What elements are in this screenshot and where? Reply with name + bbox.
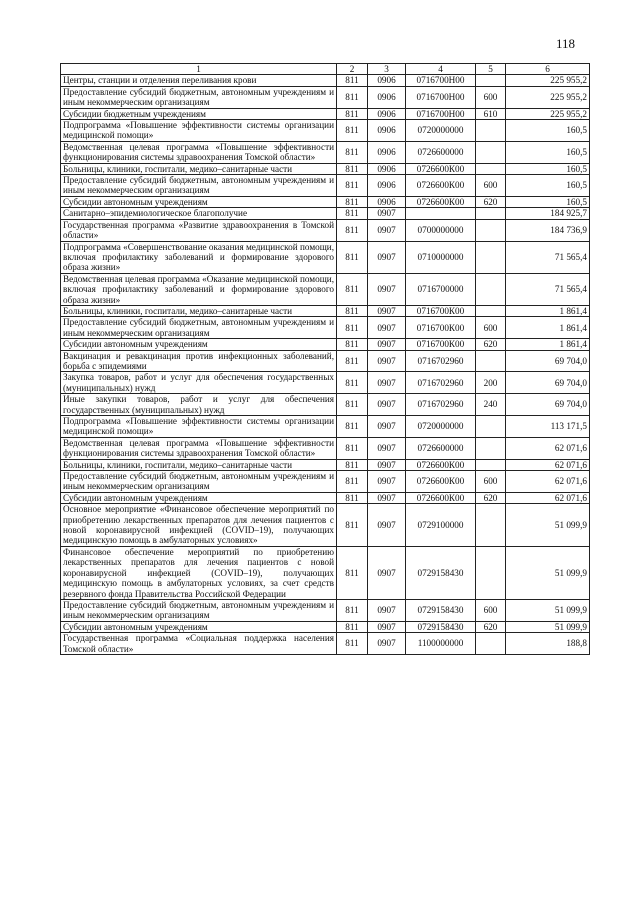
ved-cell: 811 — [337, 219, 368, 241]
csr-cell: 0716700Н00 — [406, 108, 476, 119]
csr-cell: 0726600К00 — [406, 459, 476, 470]
table-row — [61, 219, 590, 241]
vr-cell: 620 — [476, 492, 506, 503]
vr-cell — [476, 75, 506, 86]
csr-cell: 0726600000 — [406, 141, 476, 163]
ved-cell: 811 — [337, 459, 368, 470]
table-row — [61, 459, 590, 470]
ved-cell: 811 — [337, 86, 368, 108]
csr-cell: 0716702960 — [406, 372, 476, 394]
ved-cell: 811 — [337, 75, 368, 86]
ved-cell: 811 — [337, 175, 368, 197]
row-name-cell: Подпрограмма «Повышение эффективности системы организации медицинской помощи» — [61, 120, 337, 142]
row-name-cell: Государственная программа «Социальная поддержка населения Томской области» — [61, 633, 337, 655]
row-name-cell: Подпрограмма «Повышение эффективности системы организации медицинской помощи» — [61, 416, 337, 438]
sum-cell: 51 099,9 — [506, 504, 590, 547]
sum-cell: 69 704,0 — [506, 372, 590, 394]
table-row — [61, 317, 590, 339]
rz-cell: 0907 — [368, 621, 406, 632]
ved-cell: 811 — [337, 621, 368, 632]
ved-cell: 811 — [337, 163, 368, 174]
ved-cell: 811 — [337, 305, 368, 316]
header-cell: 3 — [368, 64, 406, 75]
row-name-cell: Центры, станции и отделения переливания крови — [61, 75, 337, 86]
table-row — [61, 163, 590, 174]
table-row — [61, 175, 590, 197]
table-row — [61, 372, 590, 394]
sum-cell: 160,5 — [506, 175, 590, 197]
row-name-cell: Предоставление субсидий бюджетным, автономным учреждениям и иным некоммерческим организациям — [61, 317, 337, 339]
row-name-cell: Предоставление субсидий бюджетным, автономным учреждениям и иным некоммерческим организациям — [61, 86, 337, 108]
row-name-cell: Больницы, клиники, госпитали, медико–санитарные части — [61, 305, 337, 316]
vr-cell — [476, 120, 506, 142]
csr-cell: 0729100000 — [406, 504, 476, 547]
table-row — [61, 339, 590, 350]
sum-cell: 160,5 — [506, 163, 590, 174]
table-row — [61, 196, 590, 207]
table-row — [61, 394, 590, 416]
table-row — [61, 141, 590, 163]
ved-cell: 811 — [337, 372, 368, 394]
sum-cell: 160,5 — [506, 196, 590, 207]
sum-cell: 69 704,0 — [506, 394, 590, 416]
row-name-cell: Финансовое обеспечение мероприятий по приобретению лекарственных препаратов для лечения пациентов с новой коронавирусной инфекцией (COVID–19), получающих медицинскую помощь в амбулаторных условиях, за счет средств резервного фонда Правительства Российской Федерации — [61, 546, 337, 599]
header-cell: 4 — [406, 64, 476, 75]
row-name-cell: Предоставление субсидий бюджетным, автономным учреждениям и иным некоммерческим организациям — [61, 599, 337, 621]
csr-cell — [406, 208, 476, 219]
csr-cell: 0720000000 — [406, 120, 476, 142]
row-name-cell: Закупка товаров, работ и услуг для обеспечения государственных (муниципальных) нужд — [61, 372, 337, 394]
ved-cell: 811 — [337, 546, 368, 599]
ved-cell: 811 — [337, 394, 368, 416]
vr-cell: 600 — [476, 175, 506, 197]
sum-cell: 51 099,9 — [506, 599, 590, 621]
vr-cell — [476, 459, 506, 470]
csr-cell: 0716700К00 — [406, 305, 476, 316]
rz-cell: 0907 — [368, 471, 406, 493]
page-number: 118 — [556, 36, 576, 51]
rz-cell: 0906 — [368, 196, 406, 207]
ved-cell: 811 — [337, 633, 368, 655]
csr-cell: 0716700К00 — [406, 339, 476, 350]
vr-cell: 610 — [476, 108, 506, 119]
vr-cell: 620 — [476, 621, 506, 632]
header-cell: 1 — [61, 64, 337, 75]
table-header-row — [61, 64, 590, 75]
header-cell: 5 — [476, 64, 506, 75]
row-name-cell: Основное мероприятие «Финансовое обеспечение мероприятий по приобретению лекарственных препаратов для лечения пациентов с новой коронавирусной инфекцией (COVID–19), получающих медицинскую помощь в амбулаторных условиях» — [61, 504, 337, 547]
vr-cell — [476, 141, 506, 163]
rz-cell: 0906 — [368, 86, 406, 108]
row-name-cell: Субсидии автономным учреждениям — [61, 196, 337, 207]
header-cell: 2 — [337, 64, 368, 75]
ved-cell: 811 — [337, 471, 368, 493]
ved-cell: 811 — [337, 437, 368, 459]
rz-cell: 0906 — [368, 75, 406, 86]
sum-cell: 71 565,4 — [506, 273, 590, 305]
csr-cell: 0726600К00 — [406, 471, 476, 493]
sum-cell: 225 955,2 — [506, 75, 590, 86]
csr-cell: 0726600К00 — [406, 196, 476, 207]
ved-cell: 811 — [337, 273, 368, 305]
table-row — [61, 416, 590, 438]
vr-cell: 600 — [476, 317, 506, 339]
sum-cell: 1 861,4 — [506, 305, 590, 316]
rz-cell: 0907 — [368, 394, 406, 416]
csr-cell: 0726600К00 — [406, 175, 476, 197]
header-cell: 6 — [506, 64, 590, 75]
ved-cell: 811 — [337, 141, 368, 163]
rz-cell: 0907 — [368, 633, 406, 655]
csr-cell: 0729158430 — [406, 599, 476, 621]
csr-cell: 0726600К00 — [406, 163, 476, 174]
table-row — [61, 75, 590, 86]
table-row — [61, 208, 590, 219]
sum-cell: 62 071,6 — [506, 437, 590, 459]
table-row — [61, 471, 590, 493]
rz-cell: 0907 — [368, 305, 406, 316]
sum-cell: 62 071,6 — [506, 492, 590, 503]
rz-cell: 0907 — [368, 599, 406, 621]
csr-cell: 0729158430 — [406, 546, 476, 599]
vr-cell — [476, 546, 506, 599]
ved-cell: 811 — [337, 120, 368, 142]
vr-cell — [476, 273, 506, 305]
table-row — [61, 504, 590, 547]
ved-cell: 811 — [337, 504, 368, 547]
vr-cell — [476, 163, 506, 174]
sum-cell: 225 955,2 — [506, 108, 590, 119]
sum-cell: 51 099,9 — [506, 621, 590, 632]
csr-cell: 0716702960 — [406, 350, 476, 372]
row-name-cell: Больницы, клиники, госпитали, медико–санитарные части — [61, 459, 337, 470]
ved-cell: 811 — [337, 350, 368, 372]
csr-cell: 0729158430 — [406, 621, 476, 632]
table-row — [61, 633, 590, 655]
sum-cell: 1 861,4 — [506, 317, 590, 339]
row-name-cell: Вакцинация и ревакцинация против инфекционных заболеваний, борьба с эпидемиями — [61, 350, 337, 372]
sum-cell: 69 704,0 — [506, 350, 590, 372]
sum-cell: 62 071,6 — [506, 471, 590, 493]
table-row — [61, 120, 590, 142]
sum-cell: 51 099,9 — [506, 546, 590, 599]
rz-cell: 0907 — [368, 372, 406, 394]
rz-cell: 0907 — [368, 339, 406, 350]
sum-cell: 62 071,6 — [506, 459, 590, 470]
table-row — [61, 86, 590, 108]
table-row — [61, 492, 590, 503]
sum-cell: 225 955,2 — [506, 86, 590, 108]
row-name-cell: Ведомственная целевая программа «Оказание медицинской помощи, включая профилактику заболеваний и формирование здорового образа жизни» — [61, 273, 337, 305]
rz-cell: 0906 — [368, 163, 406, 174]
sum-cell: 1 861,4 — [506, 339, 590, 350]
ved-cell: 811 — [337, 416, 368, 438]
csr-cell: 0710000000 — [406, 241, 476, 273]
sum-cell: 188,8 — [506, 633, 590, 655]
vr-cell — [476, 305, 506, 316]
row-name-cell: Подпрограмма «Совершенствование оказания медицинской помощи, включая профилактику заболеваний и формирование здорового образа жизни» — [61, 241, 337, 273]
vr-cell — [476, 241, 506, 273]
vr-cell: 600 — [476, 599, 506, 621]
rz-cell: 0907 — [368, 219, 406, 241]
rz-cell: 0907 — [368, 273, 406, 305]
csr-cell: 0716700000 — [406, 273, 476, 305]
rz-cell: 0907 — [368, 546, 406, 599]
rz-cell: 0907 — [368, 416, 406, 438]
vr-cell — [476, 504, 506, 547]
rz-cell: 0907 — [368, 350, 406, 372]
vr-cell: 200 — [476, 372, 506, 394]
table-row — [61, 305, 590, 316]
row-name-cell: Субсидии автономным учреждениям — [61, 339, 337, 350]
rz-cell: 0906 — [368, 120, 406, 142]
sum-cell: 113 171,5 — [506, 416, 590, 438]
row-name-cell: Больницы, клиники, госпитали, медико–санитарные части — [61, 163, 337, 174]
row-name-cell: Санитарно–эпидемиологическое благополучие — [61, 208, 337, 219]
table-row — [61, 108, 590, 119]
sum-cell: 184 736,9 — [506, 219, 590, 241]
ved-cell: 811 — [337, 108, 368, 119]
vr-cell — [476, 437, 506, 459]
csr-cell: 0726600000 — [406, 437, 476, 459]
ved-cell: 811 — [337, 196, 368, 207]
rz-cell: 0907 — [368, 459, 406, 470]
table-row — [61, 350, 590, 372]
vr-cell — [476, 208, 506, 219]
rz-cell: 0906 — [368, 175, 406, 197]
budget-table — [60, 63, 590, 655]
rz-cell: 0906 — [368, 108, 406, 119]
vr-cell: 600 — [476, 86, 506, 108]
ved-cell: 811 — [337, 599, 368, 621]
rz-cell: 0907 — [368, 317, 406, 339]
csr-cell: 0716700Н00 — [406, 75, 476, 86]
table-row — [61, 546, 590, 599]
csr-cell: 1100000000 — [406, 633, 476, 655]
rz-cell: 0907 — [368, 492, 406, 503]
row-name-cell: Субсидии бюджетным учреждениям — [61, 108, 337, 119]
row-name-cell: Предоставление субсидий бюджетным, автономным учреждениям и иным некоммерческим организациям — [61, 175, 337, 197]
row-name-cell: Государственная программа «Развитие здравоохранения в Томской области» — [61, 219, 337, 241]
rz-cell: 0907 — [368, 241, 406, 273]
table-row — [61, 599, 590, 621]
csr-cell: 0726600К00 — [406, 492, 476, 503]
csr-cell: 0716702960 — [406, 394, 476, 416]
rz-cell: 0907 — [368, 504, 406, 547]
row-name-cell: Ведомственная целевая программа «Повышение эффективности функционирования системы здравоохранения Томской области» — [61, 437, 337, 459]
row-name-cell: Предоставление субсидий бюджетным, автономным учреждениям и иным некоммерческим организациям — [61, 471, 337, 493]
table-row — [61, 437, 590, 459]
csr-cell: 0716700Н00 — [406, 86, 476, 108]
vr-cell — [476, 633, 506, 655]
row-name-cell: Иные закупки товаров, работ и услуг для обеспечения государственных (муниципальных) нужд — [61, 394, 337, 416]
csr-cell: 0700000000 — [406, 219, 476, 241]
rz-cell: 0907 — [368, 208, 406, 219]
ved-cell: 811 — [337, 208, 368, 219]
sum-cell: 160,5 — [506, 141, 590, 163]
ved-cell: 811 — [337, 241, 368, 273]
ved-cell: 811 — [337, 317, 368, 339]
ved-cell: 811 — [337, 492, 368, 503]
table-row — [61, 273, 590, 305]
table-row — [61, 241, 590, 273]
vr-cell — [476, 350, 506, 372]
row-name-cell: Ведомственная целевая программа «Повышение эффективности функционирования системы здравоохранения Томской области» — [61, 141, 337, 163]
csr-cell: 0716700К00 — [406, 317, 476, 339]
sum-cell: 160,5 — [506, 120, 590, 142]
vr-cell: 620 — [476, 196, 506, 207]
ved-cell: 811 — [337, 339, 368, 350]
sum-cell: 71 565,4 — [506, 241, 590, 273]
sum-cell: 184 925,7 — [506, 208, 590, 219]
vr-cell: 600 — [476, 471, 506, 493]
table-row — [61, 621, 590, 632]
row-name-cell: Субсидии автономным учреждениям — [61, 492, 337, 503]
vr-cell: 620 — [476, 339, 506, 350]
vr-cell — [476, 416, 506, 438]
csr-cell: 0720000000 — [406, 416, 476, 438]
vr-cell: 240 — [476, 394, 506, 416]
row-name-cell: Субсидии автономным учреждениям — [61, 621, 337, 632]
rz-cell: 0906 — [368, 141, 406, 163]
vr-cell — [476, 219, 506, 241]
rz-cell: 0907 — [368, 437, 406, 459]
